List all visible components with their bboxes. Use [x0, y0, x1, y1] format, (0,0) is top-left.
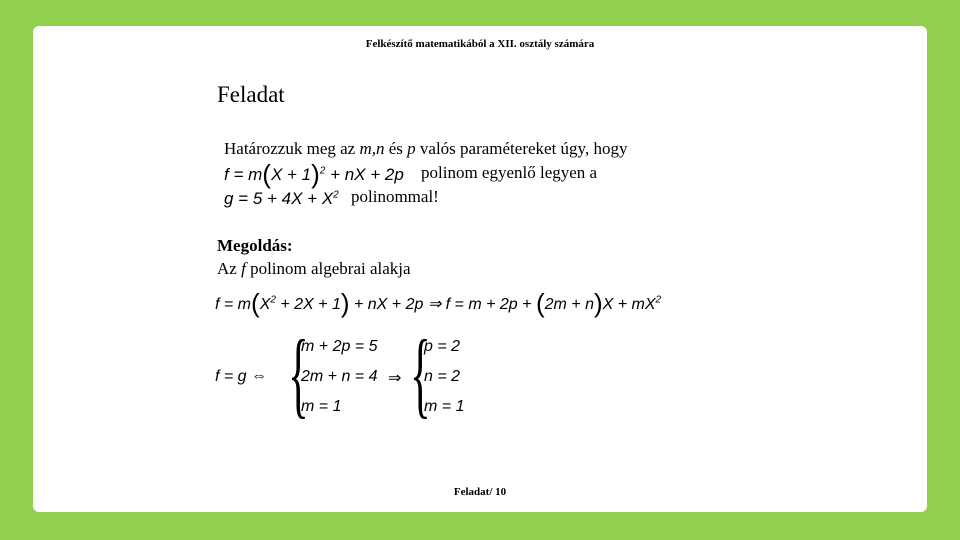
system-left	[301, 332, 378, 422]
solution-heading: Megoldás:	[217, 236, 293, 255]
expansion-equation: $f = m(X^2 + 2X + 1)$ + nX + 2p ⇒ $f = m + 2p + (2m + n)X + mX^2$	[215, 288, 662, 318]
g-definition-text: polinommal!	[351, 187, 439, 206]
task-intro-suffix: valós paramétereket úgy, hogy	[415, 139, 628, 158]
system-right-eq-2: n = 2	[424, 368, 461, 385]
equality-condition: f = g ⇔	[215, 368, 268, 385]
system-left-eq-2: 2m + n = 4	[301, 368, 378, 385]
solution-intro	[217, 259, 411, 279]
slide	[33, 26, 927, 512]
implies-arrow: ⇒	[388, 370, 402, 387]
task-intro-mid: és	[384, 139, 408, 158]
solution-line-suffix: polinom algebrai alakja	[245, 259, 411, 278]
solution-line-var: f	[241, 259, 246, 278]
slide-header: Felkészítő matematikából a XII. osztály számára	[365, 38, 595, 50]
slide-footer: Feladat/ 10	[453, 486, 507, 498]
task-intro-prefix: Határozzuk meg az	[224, 139, 360, 158]
task-statement	[224, 139, 627, 159]
task-param-p: p	[407, 139, 416, 158]
system-left-eq-3: m = 1	[301, 398, 342, 415]
right-brace: {	[410, 320, 431, 427]
f-definition-text: polinom egyenlő legyen a	[421, 163, 598, 182]
slide-title: Feladat	[217, 82, 285, 107]
system-right-eq-1: p = 2	[424, 338, 461, 355]
task-params: m,n	[359, 139, 385, 158]
system-right	[424, 332, 464, 422]
left-brace: {	[288, 320, 309, 427]
g-definition-formula: $g = 5 + 4X + X^2$	[224, 189, 339, 208]
solution-line-prefix: Az	[217, 259, 242, 278]
system-left-eq-1: m + 2p = 5	[301, 338, 378, 355]
f-definition-formula: $f = m(X + 1)^2$ + nX + 2p	[224, 159, 404, 189]
system-right-eq-3: m = 1	[424, 398, 465, 415]
